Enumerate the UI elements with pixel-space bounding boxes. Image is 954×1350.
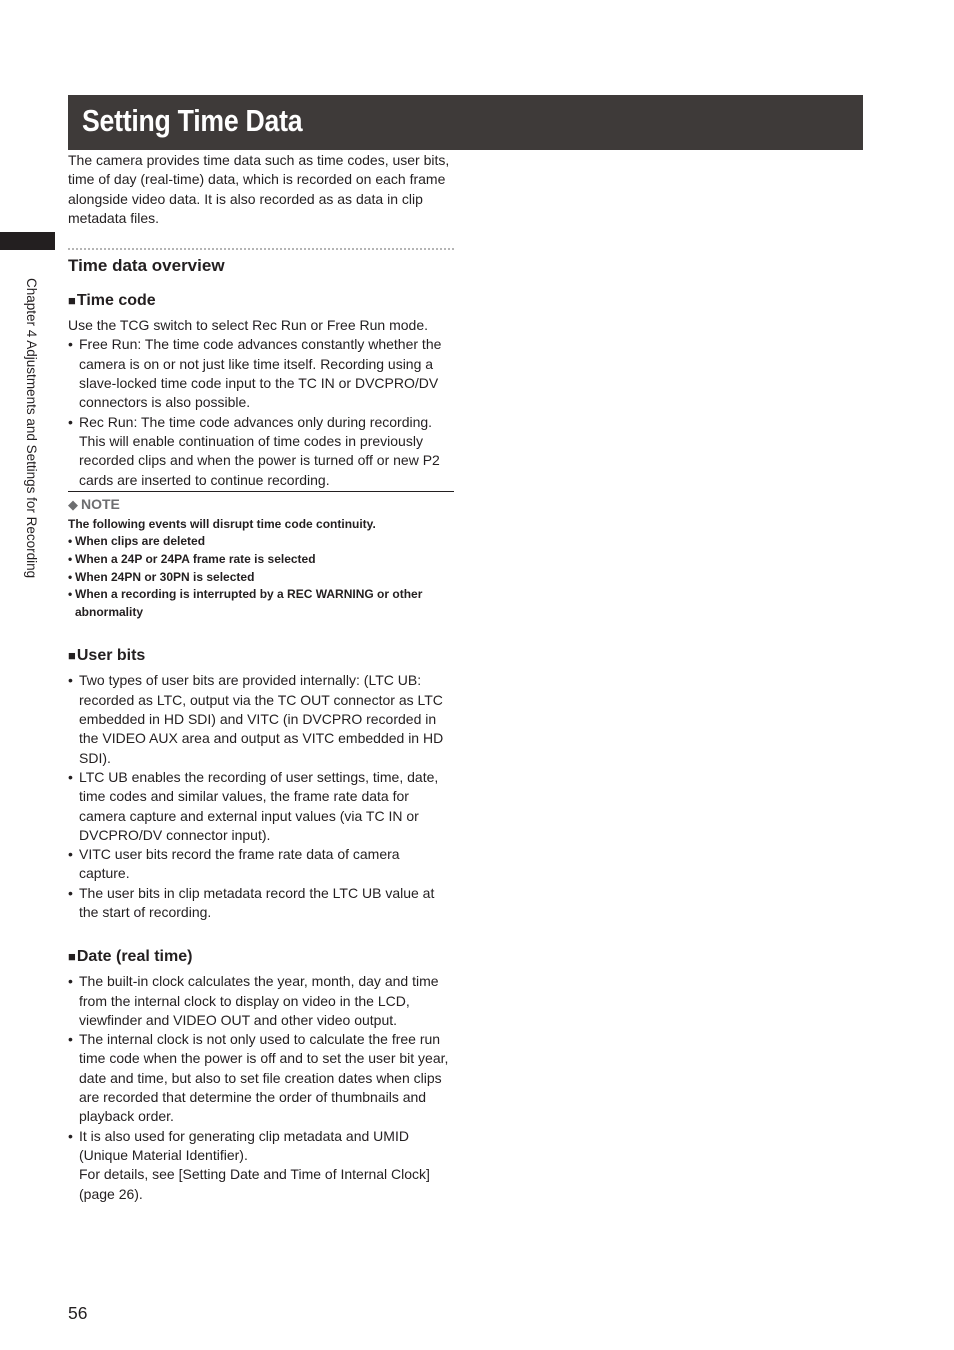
list-item: • Rec Run: The time code advances only during recording. This will enable continuation of time codes in previously recorded clips and when the power is turned off or new P2 cards are inserted to continue recording. bbox=[68, 413, 454, 490]
list-item: • VITC user bits record the frame rate data of camera capture. bbox=[68, 845, 454, 884]
title-bar bbox=[68, 95, 863, 150]
time-code-heading bbox=[68, 290, 454, 312]
note-heading bbox=[68, 495, 454, 514]
list-item: • The internal clock is not only used to calculate the free run time code when the power is off and to set the user bit year, date and time, but also to set file creation dates when clips are recorded that determine the order of thumbnails and playback order. bbox=[68, 1030, 454, 1126]
intro-paragraph: The camera provides time data such as time codes, user bits, time of day (real-time) data, which is recorded on each frame alongside video data. It is also recorded as as data in clip metadata files. bbox=[68, 152, 450, 226]
chapter-label: Chapter 4 Adjustments and Settings for Recording bbox=[24, 278, 39, 579]
time-code-lead: Use the TCG switch to select Rec Run or Free Run mode. bbox=[68, 317, 428, 334]
list-item: • LTC UB enables the recording of user settings, time, date, time codes and similar values, the frame rate data for camera capture and external input values (via TC IN or DVCPRO/DV connector input). bbox=[68, 768, 454, 845]
square-bullet-icon: ■ bbox=[68, 949, 76, 965]
square-bullet-icon: ■ bbox=[68, 648, 76, 664]
list-item: • When 24PN or 30PN is selected bbox=[68, 569, 454, 587]
main-column bbox=[68, 151, 454, 1204]
list-item: • When a 24P or 24PA frame rate is selected bbox=[68, 551, 454, 569]
user-bits-heading-text: User bits bbox=[76, 647, 146, 665]
note-body bbox=[68, 516, 454, 622]
list-item bbox=[68, 1127, 454, 1204]
time-code-bullets bbox=[68, 335, 454, 489]
note-lead: The following events will disrupt time code continuity. bbox=[68, 516, 376, 531]
list-item: • The user bits in clip metadata record the LTC UB value at the start of recording. bbox=[68, 884, 454, 923]
list-item: • When clips are deleted bbox=[68, 533, 454, 551]
dotted-divider bbox=[68, 248, 454, 250]
overview-heading: Time data overview bbox=[68, 256, 225, 276]
square-bullet-icon: ■ bbox=[68, 293, 76, 309]
user-bits-bullets bbox=[68, 671, 454, 922]
list-item-text: It is also used for generating clip metadata and UMID (Unique Material Identifier). bbox=[79, 1127, 409, 1163]
note-label: NOTE bbox=[81, 495, 120, 512]
list-item: • Free Run: The time code advances constantly whether the camera is on or not just like time itself. Recording using a slave-locked time code input to the TC IN or DVCPRO/DV connectors is also possible. bbox=[68, 335, 454, 412]
date-heading-text: Date (real time) bbox=[76, 948, 193, 966]
cross-reference: For details, see [Setting Date and Time of Internal Clock] (page 26). bbox=[79, 1166, 430, 1202]
diamond-icon: ◆ bbox=[68, 496, 78, 512]
note-divider bbox=[68, 491, 454, 492]
note-list bbox=[68, 533, 454, 621]
user-bits-heading bbox=[68, 645, 454, 667]
time-code-heading-text: Time code bbox=[76, 292, 156, 310]
chapter-tab-marker bbox=[0, 232, 55, 250]
date-heading bbox=[68, 946, 454, 968]
date-bullets bbox=[68, 972, 454, 1204]
list-item: • Two types of user bits are provided internally: (LTC UB: recorded as LTC, output via the TC OUT connector as LTC embedded in HD SDI) and VITC (in DVCPRO recorded in the VIDEO AUX area and output as VITC embedded in HD SDI). bbox=[68, 671, 454, 767]
page-title: Setting Time Data bbox=[82, 103, 303, 138]
list-item: • When a recording is interrupted by a REC WARNING or other abnormality bbox=[68, 586, 454, 621]
page-number: 56 bbox=[68, 1303, 88, 1323]
list-item: • The built-in clock calculates the year, month, day and time from the internal clock to display on video in the LCD, viewfinder and VIDEO OUT and other video output. bbox=[68, 972, 454, 1030]
